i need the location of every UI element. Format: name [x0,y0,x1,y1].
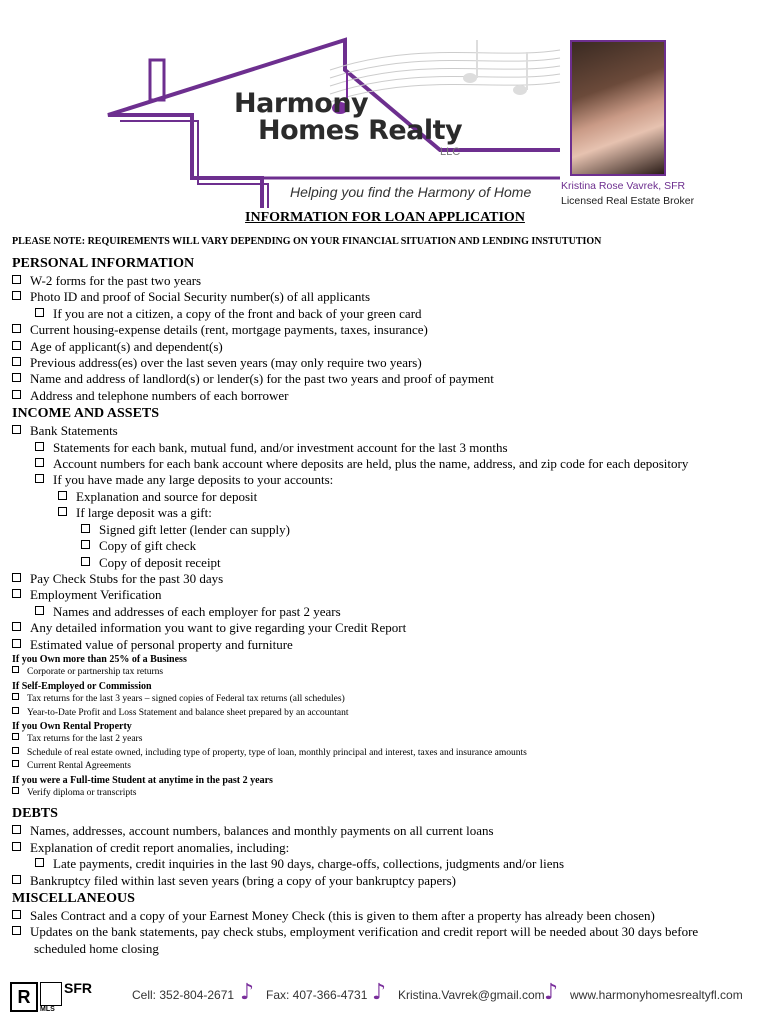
checkbox-bullet-icon [81,524,90,533]
list-item: If large deposit was a gift: [12,505,762,521]
checkbox-bullet-icon [12,760,19,767]
checkbox-bullet-icon [12,707,19,714]
list-item: Explanation of credit report anomalies, including: [12,840,762,856]
list-item: Late payments, credit inquiries in the last 90 days, charge-offs, collections, judgments and/or liens [12,856,762,872]
checkbox-bullet-icon [12,693,19,700]
list-item: Year-to-Date Profit and Loss Statement and balance sheet prepared by an accountant [12,707,762,720]
subheading-student: If you were a Full-time Student at anytime in the past 2 years [12,774,273,786]
list-item: Pay Check Stubs for the past 30 days [12,571,762,587]
checkbox-bullet-icon [12,666,19,673]
checkbox-bullet-icon [12,357,21,366]
checkbox-bullet-icon [58,507,67,516]
checkbox-bullet-icon [12,291,21,300]
section-heading-misc: MISCELLANEOUS [12,891,135,907]
subheading-rental: If you Own Rental Property [12,720,132,732]
list-item: Copy of deposit receipt [12,555,762,571]
list-item: If you are not a citizen, a copy of the front and back of your green card [12,306,762,322]
list-item: Account numbers for each bank account where deposits are held, plus the name, address, and zip code for each depository [12,456,762,472]
section-heading-debts: DEBTS [12,806,58,822]
broker-name: Kristina Rose Vavrek, SFR [561,180,686,192]
list-item: Current housing-expense details (rent, mortgage payments, taxes, insurance) [12,322,762,338]
email-link[interactable]: Kristina.Vavrek@gmail.com [398,988,545,1002]
list-item: Address and telephone numbers of each borrower [12,388,762,404]
subheading-own-business: If you Own more than 25% of a Business [12,653,187,665]
cell-phone: Cell: 352-804-2671 [132,988,235,1002]
realtor-logo-icon: R [10,982,38,1012]
checkbox-bullet-icon [12,733,19,740]
document-body [12,254,762,957]
checkbox-bullet-icon [12,875,21,884]
checkbox-bullet-icon [35,606,44,615]
list-item: Bank Statements [12,423,762,439]
list-item: Verify diploma or transcripts [12,787,762,800]
fax-number: Fax: 407-366-4731 [266,988,368,1002]
list-item: Age of applicant(s) and dependent(s) [12,339,762,355]
checkbox-bullet-icon [12,639,21,648]
checkbox-bullet-icon [35,474,44,483]
brand-llc: LLC [440,146,461,158]
checkbox-bullet-icon [12,589,21,598]
list-item: Bankruptcy filed within last seven years (bring a copy of your bankruptcy papers) [12,873,762,889]
list-item: Names, addresses, account numbers, balances and monthly payments on all current loans [12,823,762,839]
section-heading-income: INCOME AND ASSETS [12,406,160,422]
checkbox-bullet-icon [12,341,21,350]
list-item: Copy of gift check [12,538,762,554]
list-item: Estimated value of personal property and furniture [12,637,762,653]
checkbox-bullet-icon [12,373,21,382]
website-link[interactable]: www.harmonyhomesrealtyfl.com [570,988,743,1002]
contact-footer [0,978,770,1024]
list-item-continuation: scheduled home closing [34,940,159,956]
list-item: Corporate or partnership tax returns [12,666,762,679]
checkbox-bullet-icon [12,787,19,794]
list-item: Any detailed information you want to give regarding your Credit Report [12,620,762,636]
checkbox-bullet-icon [12,825,21,834]
list-item: Schedule of real estate owned, including type of property, type of loan, monthly principal and interest, taxes and insurance amounts [12,747,762,760]
brand-name-line2: Homes Realty [258,115,463,146]
list-item: Sales Contract and a copy of your Earnest Money Check (this is given to them after a property has already been chosen) [12,908,762,924]
list-item: W-2 forms for the past two years [12,273,762,289]
list-item: Photo ID and proof of Social Security number(s) of all applicants [12,289,762,305]
music-note-icon: ♪ [544,980,559,1005]
section-heading-personal: PERSONAL INFORMATION [12,256,195,271]
checkbox-bullet-icon [81,557,90,566]
list-item: Updates on the bank statements, pay check stubs, employment verification and credit report will be needed about 30 days before [12,924,762,940]
checkbox-bullet-icon [35,442,44,451]
checkbox-bullet-icon [12,622,21,631]
checkbox-bullet-icon [12,842,21,851]
checkbox-bullet-icon [12,926,21,935]
list-item: Signed gift letter (lender can supply) [12,522,762,538]
document-title: INFORMATION FOR LOAN APPLICATION [245,210,525,225]
letterhead [0,0,770,210]
list-item: Tax returns for the last 2 years [12,733,762,746]
list-item: Names and addresses of each employer for past 2 years [12,604,762,620]
broker-photo [570,40,666,176]
list-item: Name and address of landlord(s) or lender(s) for the past two years and proof of payment [12,371,762,387]
sfr-logo-icon: SFR [64,980,92,996]
list-item: Explanation and source for deposit [12,489,762,505]
list-item: Previous address(es) over the last seven years (may only require two years) [12,355,762,371]
checkbox-bullet-icon [35,308,44,317]
checkbox-bullet-icon [81,540,90,549]
list-item: Employment Verification [12,587,762,603]
music-note-icon: ♪ [240,980,255,1005]
checkbox-bullet-icon [12,275,21,284]
requirements-note: PLEASE NOTE: REQUIREMENTS WILL VARY DEPENDING ON YOUR FINANCIAL SITUATION AND LENDING INSTUTUTION [12,236,602,247]
list-item: Current Rental Agreements [12,760,762,773]
checkbox-bullet-icon [12,390,21,399]
tagline: Helping you find the Harmony of Home [290,184,532,200]
checkbox-bullet-icon [12,747,19,754]
checkbox-bullet-icon [12,324,21,333]
list-item: Tax returns for the last 3 years – signed copies of Federal tax returns (all schedules) [12,693,762,706]
checkbox-bullet-icon [35,458,44,467]
checkbox-bullet-icon [12,910,21,919]
music-note-icon: ♪ [372,980,387,1005]
broker-title: Licensed Real Estate Broker [561,195,695,207]
equal-housing-icon [40,982,62,1006]
list-item: If you have made any large deposits to your accounts: [12,472,762,488]
subheading-self-employed: If Self-Employed or Commission [12,680,152,692]
mls-logo-icon: MLS [40,1006,55,1013]
checkbox-bullet-icon [12,573,21,582]
checkbox-bullet-icon [12,425,21,434]
brand-name-line1: Harmony [234,88,369,119]
list-item: Statements for each bank, mutual fund, and/or investment account for the last 3 months [12,440,762,456]
checkbox-bullet-icon [58,491,67,500]
checkbox-bullet-icon [35,858,44,867]
